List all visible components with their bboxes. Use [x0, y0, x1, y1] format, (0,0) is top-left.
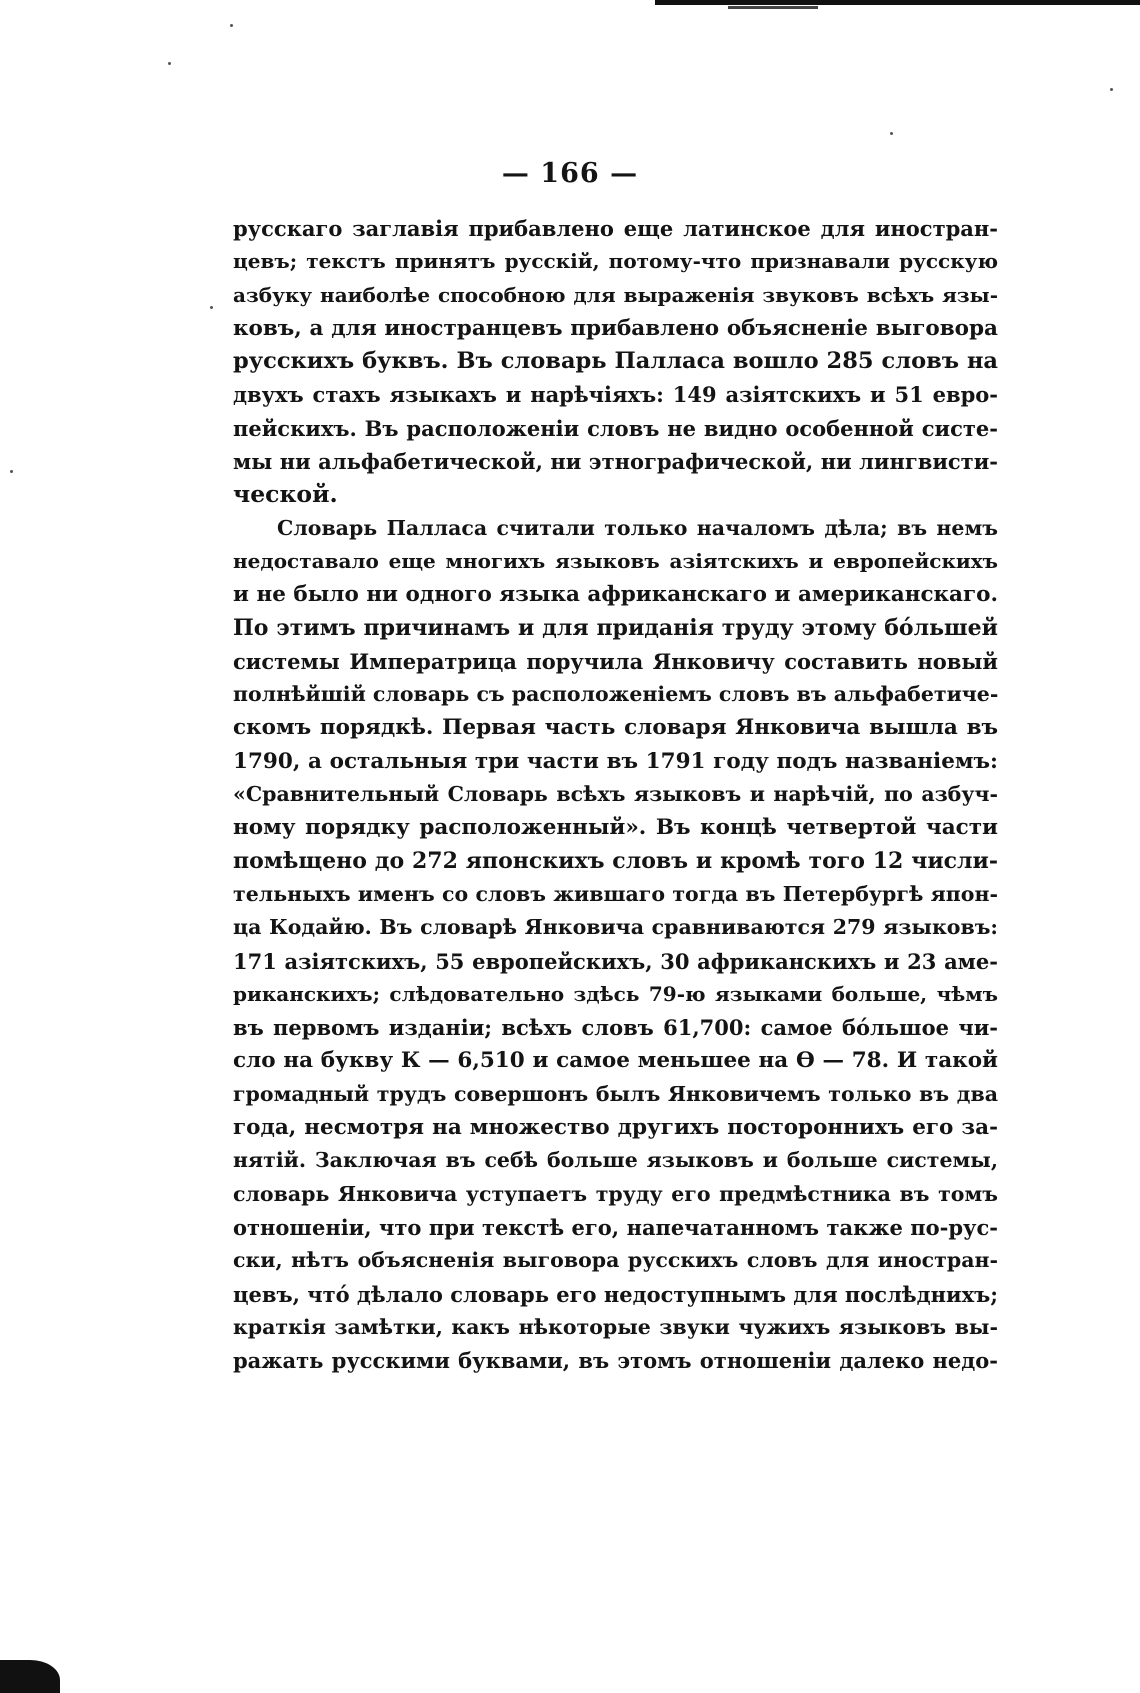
- page-number: — 166 —: [501, 158, 639, 189]
- text-line: 171 азіятскихъ, 55 европейскихъ, 30 африканскихъ и 23 аме-: [233, 948, 998, 974]
- text-line: двухъ стахъ языкахъ и нарѣчіяхъ: 149 азіятскихъ и 51 евро-: [233, 382, 998, 408]
- scan-speck: [168, 62, 171, 65]
- text-line: риканскихъ; слѣдовательно здѣсь 79-ю языками больше, чѣмъ: [233, 981, 998, 1006]
- text-line: 1790, а остальныя три части въ 1791 году подъ названіемъ:: [233, 748, 998, 774]
- scan-speck: [1110, 88, 1113, 91]
- text-line: скомъ порядкѣ. Первая часть словаря Янковича вышла въ: [233, 715, 998, 741]
- text-line: ски, нѣтъ объясненія выговора русскихъ словъ для иностран-: [233, 1248, 998, 1273]
- text-line: цевъ, что́ дѣлало словарь его недоступнымъ для послѣднихъ;: [233, 1281, 998, 1307]
- text-line: цевъ; текстъ принятъ русскій, потому-что признавали русскую: [233, 249, 998, 274]
- text-line: азбуку наиболѣе способною для выраженія звуковъ всѣхъ язы-: [233, 282, 998, 307]
- scan-edge-mark-bottom: [0, 1660, 60, 1693]
- paragraph-2: [233, 512, 998, 1378]
- scan-edge-mark-top-secondary: [728, 6, 818, 9]
- scan-speck: [210, 306, 213, 309]
- text-line: помѣщено до 272 японскихъ словъ и кромѣ того 12 числи-: [233, 847, 998, 874]
- text-line: русскаго заглавія прибавлено еще латинское для иностран-: [233, 216, 998, 241]
- text-line: въ первомъ изданіи; всѣхъ словъ 61,700: самое бо́льшое чи-: [233, 1015, 998, 1041]
- text-line: полнѣйшій словарь съ расположеніемъ словъ въ альфабетиче-: [233, 682, 999, 707]
- paragraph-1: [233, 212, 998, 512]
- text-line: тельныхъ именъ со словъ жившаго тогда въ Петербургѣ япон-: [233, 881, 998, 906]
- text-line: ческой.: [233, 480, 338, 509]
- text-line: словарь Янковича уступаетъ труду его предмѣстника въ томъ: [233, 1181, 998, 1206]
- text-line: «Сравнительный Словарь всѣхъ языковъ и нарѣчій, по азбуч-: [233, 782, 998, 807]
- text-line: ному порядку расположенный». Въ концѣ четвертой части: [233, 815, 998, 841]
- scan-speck: [890, 132, 893, 135]
- text-line: и не было ни одного языка африканскаго и американскаго.: [233, 582, 998, 608]
- text-line: Словарь Палласа считали только началомъ дѣла; въ немъ: [277, 515, 998, 540]
- text-line: недоставало еще многихъ языковъ азіятскихъ и европейскихъ: [233, 548, 998, 573]
- text-line: громадный трудъ совершонъ былъ Янковичемъ только въ два: [233, 1081, 998, 1106]
- text-line: мы ни альфабетической, ни этнографической, ни лингвисти-: [233, 449, 998, 475]
- text-line: системы Императрица поручила Янковичу составить новый: [233, 648, 998, 674]
- scan-edge-mark-top: [655, 0, 1140, 5]
- text-line: года, несмотря на множество другихъ постороннихъ его за-: [233, 1115, 998, 1141]
- text-line: сло на букву К — 6,510 и самое меньшее на Ѳ — 78. И такой: [233, 1048, 998, 1074]
- scan-speck: [230, 24, 233, 27]
- text-line: русскихъ буквъ. Въ словарь Палласа вошло 285 словъ на: [233, 348, 998, 375]
- body-text: [233, 212, 998, 1377]
- text-line: пейскихъ. Въ расположеніи словъ не видно особенной систе-: [233, 415, 998, 441]
- text-line: нятій. Заключая въ себѣ больше языковъ и больше системы,: [233, 1148, 998, 1173]
- text-line: По этимъ причинамъ и для приданія труду этому бо́льшей: [233, 614, 998, 641]
- text-line: ца Кодайю. Въ словарѣ Янковича сравниваются 279 языковъ:: [233, 915, 998, 940]
- text-line: отношеніи, что при текстѣ его, напечатанномъ также по-рус-: [233, 1214, 998, 1240]
- text-line: краткія замѣтки, какъ нѣкоторые звуки чужихъ языковъ вы-: [233, 1314, 998, 1339]
- text-line: ражать русскими буквами, въ этомъ отношеніи далеко недо-: [233, 1348, 998, 1374]
- scan-speck: [10, 470, 13, 473]
- text-line: ковъ, а для иностранцевъ прибавлено объясненіе выговора: [233, 315, 998, 341]
